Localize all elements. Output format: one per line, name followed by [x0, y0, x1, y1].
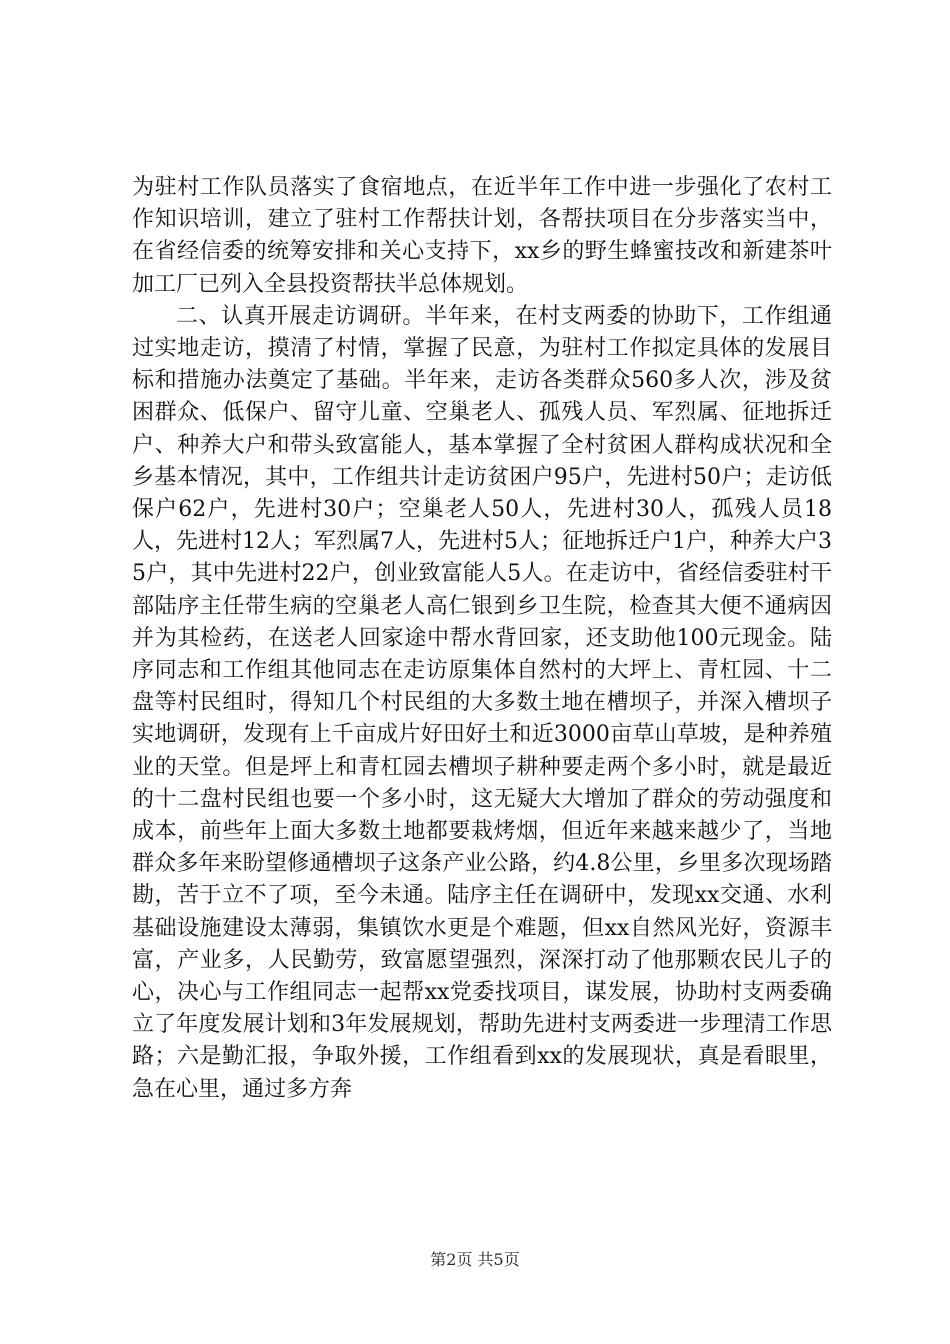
document-body [132, 172, 832, 1106]
paragraph-section-two: 二、认真开展走访调研。半年来，在村支两委的协助下，工作组通过实地走访，摸清了村情，掌握了民意，为驻村工作拟定具体的发展目标和措施办法奠定了基础。半年来，走访各类群众560多人次，涉及贫困群众、低保户、留守儿童、空巢老人、孤残人员、军烈属、征地拆迁户、种养大户和带头致富能人，基本掌握了全村贫困人群构成状况和全乡基本情况，其中，工作组共计走访贫困户95户，先进村50户；走访低保户62户，先进村30户；空巢老人50人，先进村30人，孤残人员18人，先进村12人；军烈属7人，先进村5人；征地拆迁户1户，种养大户35户，其中先进村22户，创业致富能人5人。在走访中，省经信委驻村干部陆序主任带生病的空巢老人高仁银到乡卫生院，检查其大便不通病因并为其检药，在送老人回家途中帮水背回家，还支助他100元现金。陆序同志和工作组其他同志在走访原集体自然村的大坪上、青杠园、十二盘等村民组时，得知几个村民组的大多数土地在槽坝子，并深入槽坝子实地调研，发现有上千亩成片好田好土和近3000亩草山草坡，是种养殖业的天堂。但是坪上和青杠园去槽坝子耕种要走两个多小时，就是最近的十二盘村民组也要一个多小时，这无疑大大增加了群众的劳动强度和成本，前些年上面大多数土地都要栽烤烟，但近年来越来越少了，当地群众多年来盼望修通槽坝子这条产业公路，约4.8公里，乡里多次现场踏勘，苦于立不了项，至今未通。陆序主任在调研中，发现xx交通、水利基础设施建设太薄弱，集镇饮水更是个难题，但xx自然风光好，资源丰富，产业多，人民勤劳，致富愿望强烈，深深打动了他那颗农民儿子的心，决心与工作组同志一起帮xx党委找项目，谋发展，协助村支两委确立了年度发展计划和3年发展规划，帮助先进村支两委进一步理清工作思路；六是勤汇报，争取外援，工作组看到xx的发展现状，真是看眼里，急在心里，通过多方奔 [132, 303, 832, 1102]
page-footer: 第2页 共5页 [430, 1250, 520, 1269]
paragraph-continuation: 为驻村工作队员落实了食宿地点，在近半年工作中进一步强化了农村工作知识培训，建立了驻村工作帮扶计划，各帮扶项目在分步落实当中，在省经信委的统筹安排和关心支持下，xx乡的野生蜂蜜技改和新建茶叶加工厂已列入全县投资帮扶半总体规划。 [132, 175, 832, 297]
